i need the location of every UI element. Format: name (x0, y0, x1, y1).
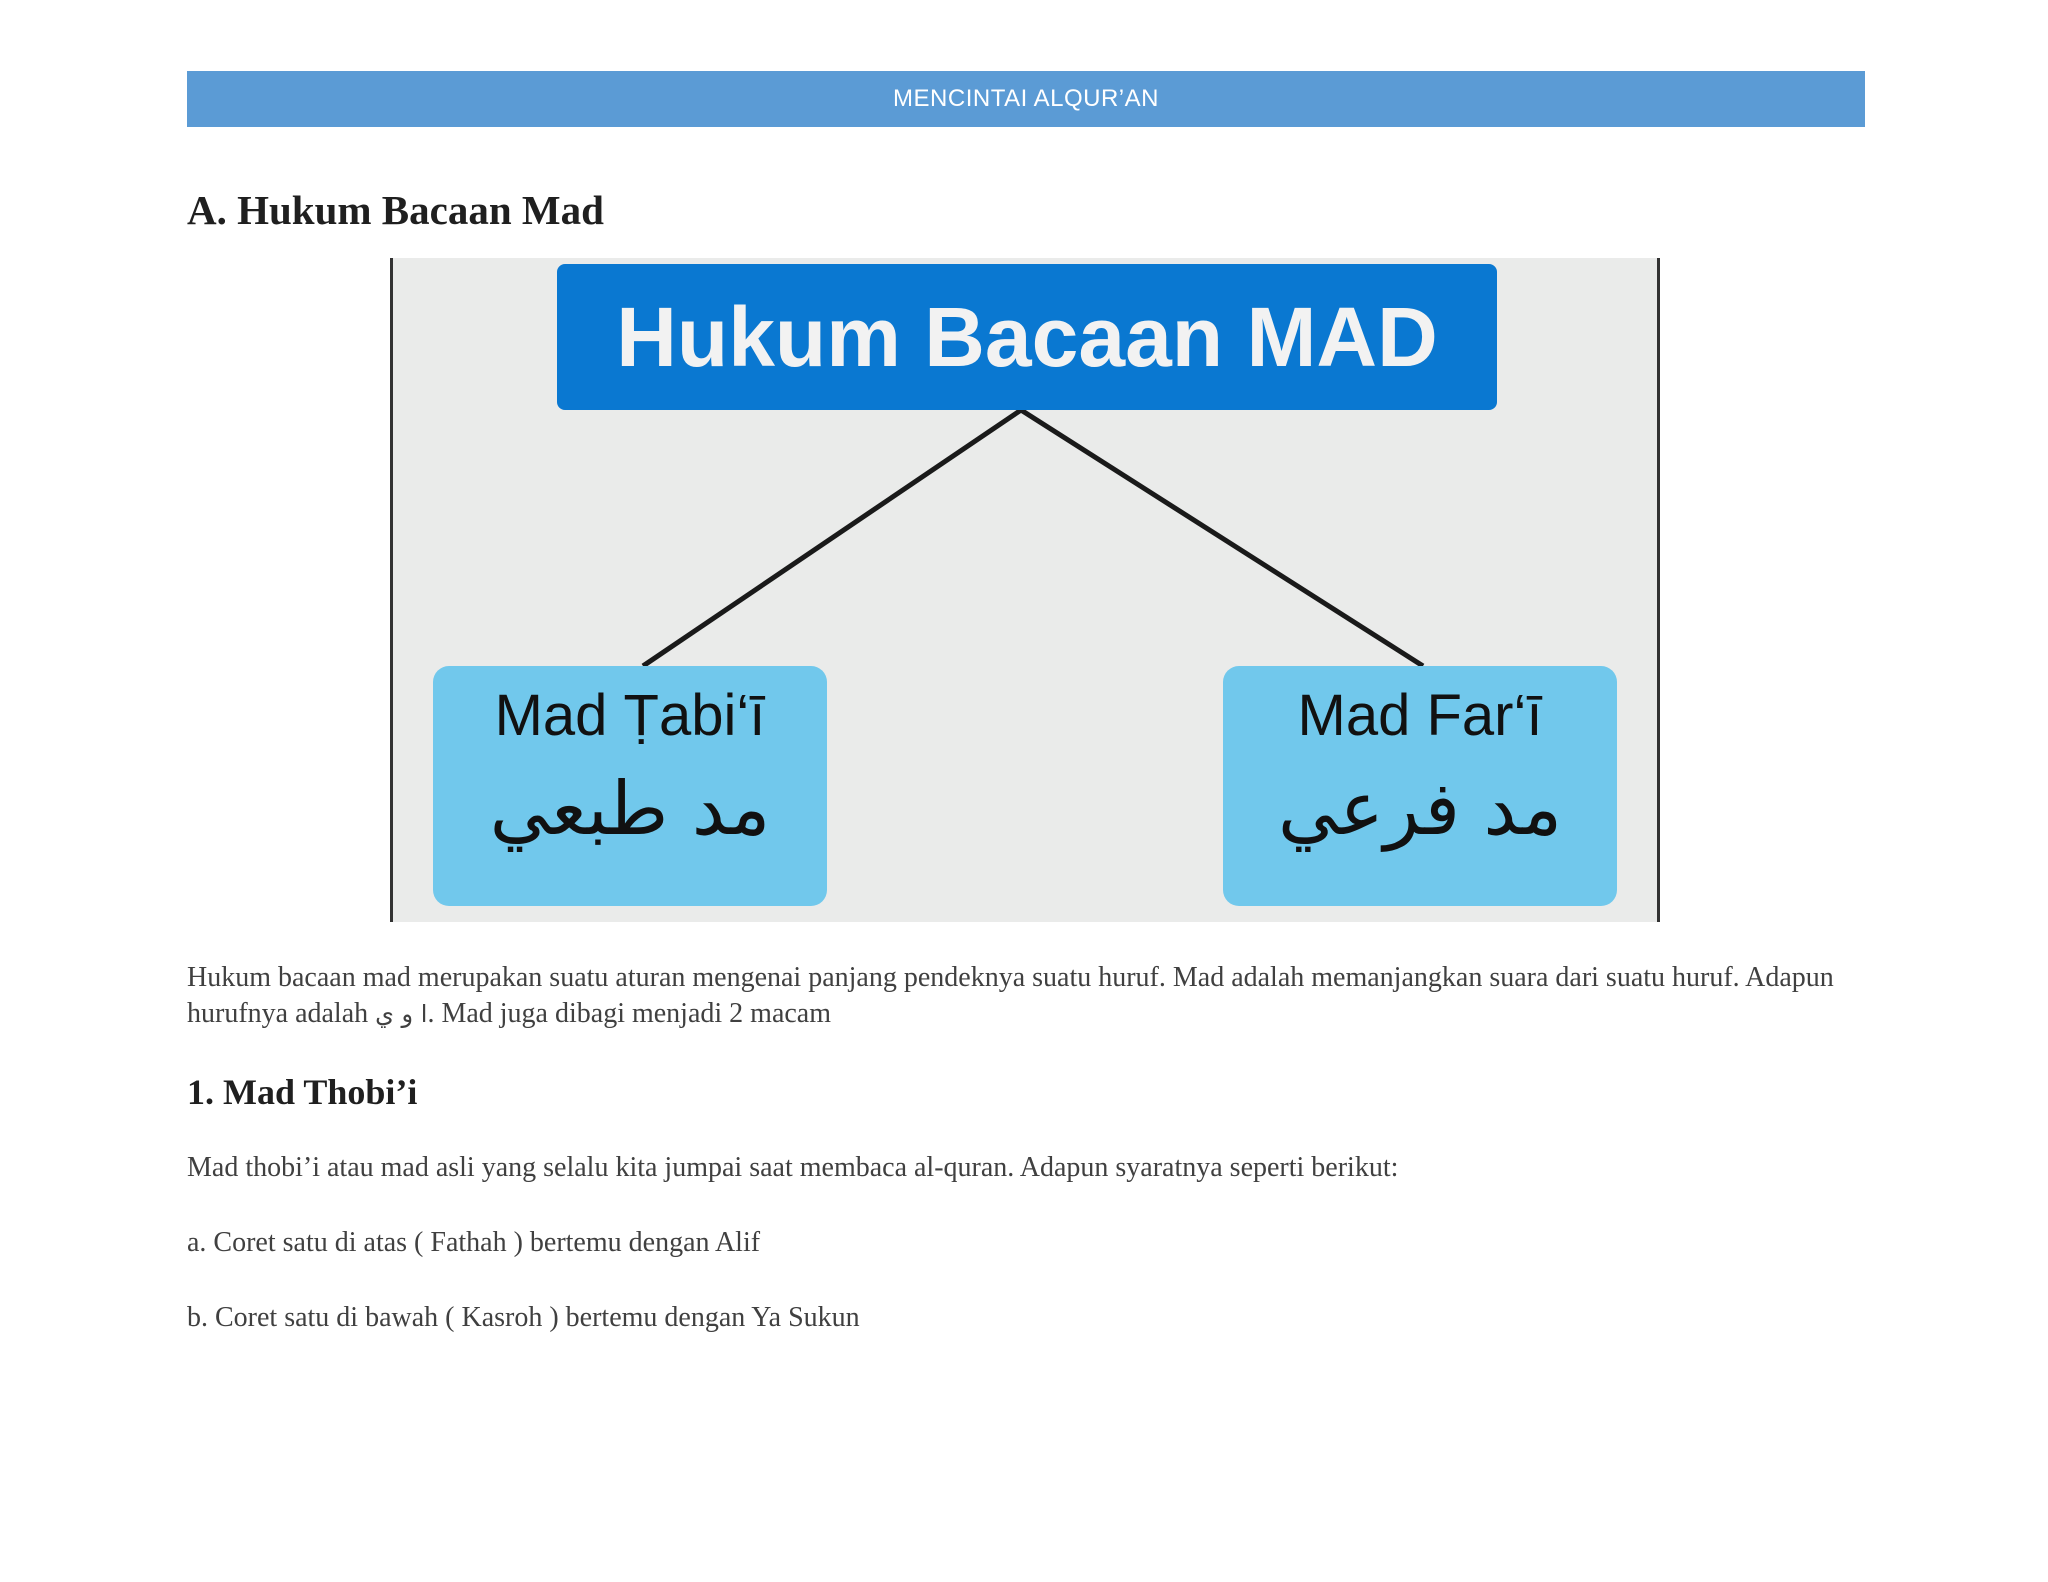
diagram-root-box (557, 264, 1497, 410)
mad-diagram (390, 258, 1660, 922)
leaf-latin-label: Mad Far‘ī (1297, 683, 1543, 748)
leaf-latin-label: Mad Ṭabi‘ī (494, 683, 766, 748)
connector-left (643, 410, 1021, 666)
connector-right (1021, 410, 1423, 666)
intro-paragraph (187, 960, 1877, 1032)
header-title: MENCINTAI ALQUR’AN (893, 85, 1159, 112)
mad-letters: ا و ي (375, 1000, 428, 1028)
diagram-root-label: Hukum Bacaan MAD (616, 289, 1438, 384)
section-heading: A. Hukum Bacaan Mad (187, 187, 604, 233)
diagram-leaf-mad-tabii (433, 666, 827, 906)
subsection-description: Mad thobi’i atau mad asli yang selalu kita jumpai saat membaca al-quran. Adapun syaratnya seperti berikut: (187, 1152, 1399, 1183)
list-item: a. Coret satu di atas ( Fathah ) bertemu dengan Alif (187, 1227, 761, 1258)
header-bar (187, 71, 1865, 127)
leaf-arabic-label: مد فرعي (1277, 766, 1563, 852)
leaf-arabic-label: مد طبعي (489, 766, 771, 852)
list-item: b. Coret satu di bawah ( Kasroh ) bertemu dengan Ya Sukun (187, 1302, 860, 1333)
intro-text-after: . Mad juga dibagi menjadi 2 macam (427, 998, 832, 1029)
intro-text-before: Hukum bacaan mad merupakan suatu aturan mengenai panjang pendeknya suatu huruf. Mad adalah memanjangkan suara dari suatu huruf. Adapun hurufnya adalah (187, 962, 1834, 1029)
diagram-leaf-mad-farii (1223, 666, 1617, 906)
subsection-heading: 1. Mad Thobi’i (187, 1072, 418, 1112)
